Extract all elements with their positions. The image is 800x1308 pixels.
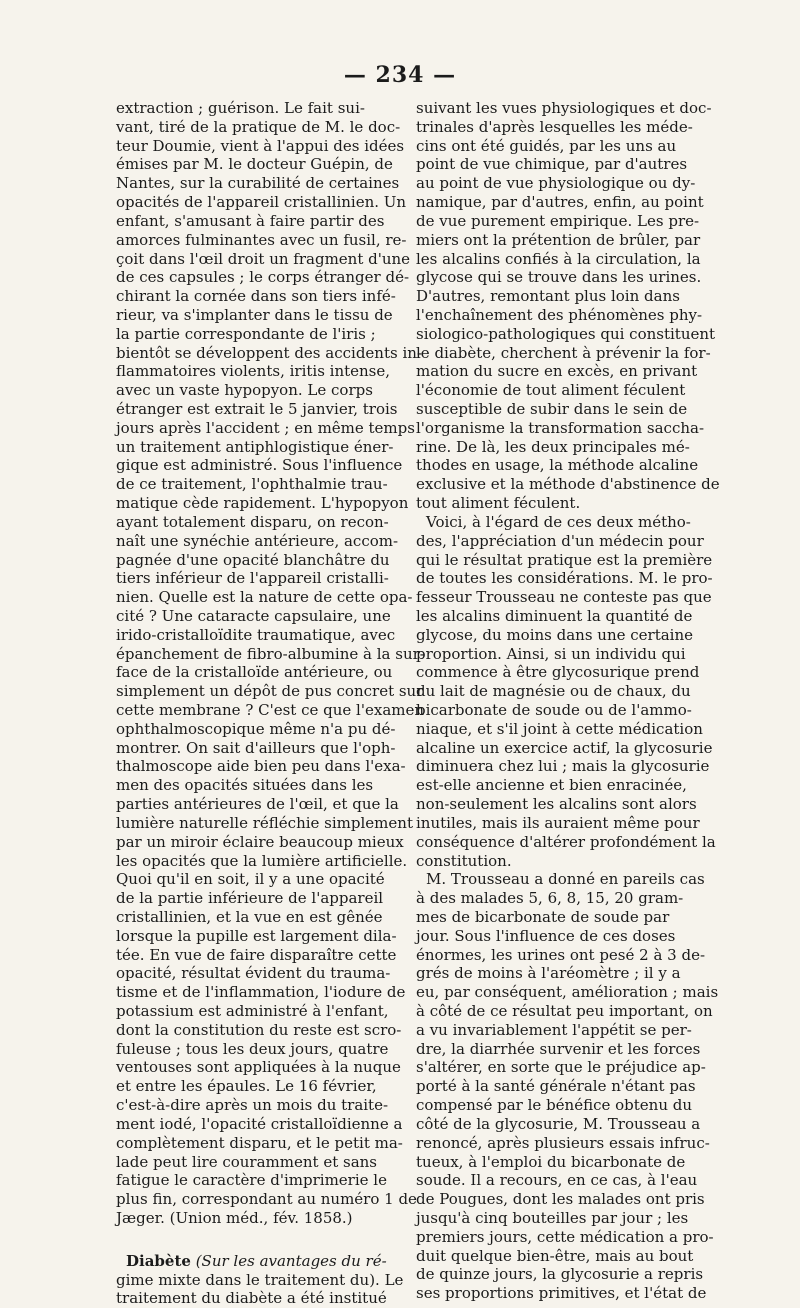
text-line: trinales d'après lesquelles les méde-: [416, 117, 693, 136]
text-line: suivant les vues physiologiques et doc-: [416, 99, 712, 117]
text-line: conséquence d'altérer profondément la: [416, 832, 716, 851]
text-line: inutiles, mais ils auraient même pour: [416, 813, 700, 832]
text-line: de toutes les considérations. M. le pro-: [416, 569, 713, 588]
text-line: de la partie inférieure de l'appareil: [116, 889, 384, 908]
text-line: les alcalins diminuent la quantité de: [416, 606, 693, 625]
text-line: tout aliment féculent.: [416, 494, 581, 513]
text-line: du lait de magnésie ou de chaux, du: [416, 682, 691, 701]
text-line: çoit dans l'œil droit un fragment d'une: [116, 249, 411, 268]
text-line: Quoi qu'il en soit, il y a une opacité: [116, 870, 385, 889]
text-line: lade peut lire couramment et sans: [116, 1152, 377, 1171]
text-line: D'autres, remontant plus loin dans: [416, 287, 680, 306]
text-line: côté de la glycosurie, M. Trousseau a: [416, 1114, 701, 1133]
text-line: niaque, et s'il joint à cette médication: [416, 719, 703, 738]
text-line: un traitement antiphlogistique éner-: [116, 437, 394, 456]
text-line: s'altérer, en sorte que le préjudice ap-: [416, 1058, 706, 1077]
text-line: proportion. Ainsi, si un individu qui: [416, 644, 686, 663]
text-line: l'enchaînement des phénomènes phy-: [416, 305, 703, 324]
text-line: mes de bicarbonate de soude par: [416, 907, 670, 926]
text-line: chirant la cornée dans son tiers infé-: [116, 287, 396, 306]
text-line: cette membrane ? C'est ce que l'examen: [116, 701, 425, 719]
text-line: opacités de l'appareil cristallinien. Un: [116, 193, 407, 212]
text-line: a vu invariablement l'appétit se per-: [416, 1020, 692, 1039]
text-line: les alcalins confiés à la circulation, la: [416, 249, 701, 268]
text-line: tueux, à l'emploi du bicarbonate de: [416, 1152, 686, 1171]
text-line: alcaline un exercice actif, la glycosurie: [416, 738, 713, 757]
text-line: étranger est extrait le 5 janvier, trois: [116, 400, 398, 418]
text-line: tée. En vue de faire disparaître cette: [116, 945, 397, 964]
text-line: premiers jours, cette médication a pro-: [416, 1227, 714, 1246]
text-line: duit quelque bien-être, mais au bout: [416, 1246, 694, 1265]
text-line: gique est administré. Sous l'influence: [116, 456, 403, 475]
text-line: et entre les épaules. Le 16 février,: [116, 1077, 377, 1096]
text-line: glycose, du moins dans une certaine: [416, 625, 694, 644]
text-line: M. Trousseau a donné en pareils cas: [426, 870, 705, 889]
text-line: c'est-à-dire après un mois du traite-: [116, 1096, 389, 1115]
text-line: rieur, va s'implanter dans le tissu de: [116, 305, 393, 324]
text-line: montrer. On sait d'ailleurs que l'oph-: [116, 738, 396, 757]
text-line: extraction ; guérison. Le fait sui-: [116, 99, 365, 117]
text-line: tiers inférieur de l'appareil cristalli-: [116, 569, 389, 588]
section-spacer: [116, 1228, 388, 1252]
text-line: complètement disparu, et le petit ma-: [116, 1133, 403, 1152]
text-line: le diabète, cherchent à prévenir la for-: [416, 343, 711, 362]
text-line: par un miroir éclaire beaucoup mieux: [116, 832, 404, 851]
text-line: miers ont la prétention de brûler, par: [416, 230, 701, 249]
text-line: amorces fulminantes avec un fusil, re-: [116, 230, 407, 249]
text-line: des, l'appréciation d'un médecin pour: [416, 531, 704, 550]
text-line: l'organisme la transformation saccha-: [416, 418, 705, 437]
text-line: lumière naturelle réfléchie simplement: [116, 813, 413, 832]
text-line: grés de moins à l'aréomètre ; il y a: [416, 964, 681, 983]
text-line: de ce traitement, l'ophthalmie trau-: [116, 475, 388, 494]
text-line: constitution.: [416, 851, 512, 870]
text-line: jusqu'à cinq bouteilles par jour ; les: [416, 1208, 689, 1227]
text-line: ayant totalement disparu, on recon-: [116, 512, 389, 531]
text-line: Jæger. (Union méd., fév. 1858.): [116, 1208, 353, 1227]
section-heading: Diabète: [126, 1251, 191, 1270]
text-line: matique cède rapidement. L'hypopyon: [116, 494, 409, 513]
text-line: cristallinien, et la vue en est gênée: [116, 907, 383, 926]
text-line: Voici, à l'égard de ces deux métho-: [426, 512, 691, 531]
text-line: nien. Quelle est la nature de cette opa-: [116, 588, 413, 607]
text-line: épanchement de fibro-albumine à la sur-: [116, 644, 425, 663]
text-line: énormes, les urines ont pesé 2 à 3 de-: [416, 945, 706, 964]
page-number: — 234 —: [343, 62, 457, 88]
text-line: flammatoires violents, iritis intense,: [116, 362, 391, 381]
text-line: glycose qui se trouve dans les urines.: [416, 268, 702, 287]
left-column: [116, 99, 425, 1308]
text-line: fatigue le caractère d'imprimerie le: [116, 1171, 387, 1190]
text-line: tisme et de l'inflammation, l'iodure de: [116, 983, 406, 1002]
text-line: est-elle ancienne et bien enracinée,: [416, 776, 687, 795]
text-line: dre, la diarrhée survenir et les forces: [416, 1039, 701, 1058]
text-line: enfant, s'amusant à faire partir des: [116, 211, 385, 230]
text-line: bientôt se développent des accidents in-: [116, 343, 422, 362]
text-line: namique, par d'autres, enfin, au point: [416, 193, 704, 212]
text-line: vant, tiré de la pratique de M. le doc-: [116, 117, 401, 136]
text-line: ment iodé, l'opacité cristalloïdienne a: [116, 1114, 403, 1133]
text-line: cins ont été guidés, par les uns au: [416, 136, 677, 155]
text-line: de ces capsules ; le corps étranger dé-: [116, 268, 410, 287]
text-line: renoncé, après plusieurs essais infruc-: [416, 1133, 710, 1152]
text-line: ophthalmoscopique même n'a pu dé-: [116, 719, 396, 738]
text-line: diminuera chez lui ; mais la glycosurie: [416, 757, 710, 776]
text-line: Nantes, sur la curabilité de certaines: [116, 174, 400, 193]
text-line: fesseur Trousseau ne conteste pas que: [416, 588, 712, 607]
text-line: exclusive et la méthode d'abstinence de: [416, 475, 720, 494]
text-line: point de vue chimique, par d'autres: [416, 155, 688, 174]
text-line: fuleuse ; tous les deux jours, quatre: [116, 1039, 389, 1058]
text-line: qui le résultat pratique est la première: [416, 550, 713, 569]
text-line: commence à être glycosurique prend: [416, 663, 700, 682]
text-line: naît une synéchie antérieure, accom-: [116, 531, 399, 550]
text-line: au point de vue physiologique ou dy-: [416, 174, 696, 193]
text-line: simplement un dépôt de pus concret sur: [116, 682, 424, 701]
text-line: de Pougues, dont les malades ont pris: [416, 1190, 705, 1209]
text-line: eu, par conséquent, amélioration ; mais: [416, 983, 719, 1002]
text-line: ventouses sont appliquées à la nuque: [116, 1058, 401, 1077]
text-line: non-seulement les alcalins sont alors: [416, 795, 697, 814]
text-line: traitement du diabète a été institué: [116, 1289, 387, 1308]
text-line: susceptible de subir dans le sein de: [416, 400, 688, 418]
text-line: potassium est administré à l'enfant,: [116, 1002, 389, 1020]
text-line: jour. Sous l'influence de ces doses: [416, 926, 676, 945]
text-line: ses proportions primitives, et l'état de: [416, 1284, 707, 1303]
text-line: avec un vaste hypopyon. Le corps: [116, 381, 373, 400]
text-line: de vue purement empirique. Les pre-: [416, 211, 700, 230]
text-line: pagnée d'une opacité blanchâtre du: [116, 550, 390, 569]
text-line: à des malades 5, 6, 8, 15, 20 gram-: [416, 889, 684, 908]
text-line: siologico-pathologiques qui constituent: [416, 324, 716, 343]
text-line: les opacités que la lumière artificielle.: [116, 851, 408, 870]
text-line: porté à la santé générale n'étant pas: [416, 1077, 696, 1096]
text-line: face de la cristalloïde antérieure, ou: [116, 663, 393, 682]
section-subtitle: (Sur les avantages du ré-: [190, 1251, 387, 1270]
text-line: de quinze jours, la glycosurie a repris: [416, 1265, 704, 1284]
text-line: plus fin, correspondant au numéro 1 de: [116, 1190, 417, 1209]
section-heading-line: [116, 1252, 388, 1271]
text-line: soude. Il a recours, en ce cas, à l'eau: [416, 1171, 698, 1190]
text-line: émises par M. le docteur Guépin, de: [116, 155, 393, 174]
text-line: bicarbonate de soude ou de l'ammo-: [416, 701, 692, 719]
text-line: l'économie de tout aliment féculent: [416, 381, 686, 400]
text-line: teur Doumie, vient à l'appui des idées: [116, 136, 405, 155]
text-line: parties antérieures de l'œil, et que la: [116, 795, 399, 814]
text-line: cité ? Une cataracte capsulaire, une: [116, 606, 391, 625]
text-line: men des opacités situées dans les: [116, 776, 374, 795]
text-line: opacité, résultat évident du trauma-: [116, 964, 391, 983]
text-line: jours après l'accident ; en même temps: [116, 418, 415, 437]
text-line: lorsque la pupille est largement dila-: [116, 926, 397, 945]
right-column: [416, 99, 720, 1303]
text-line: thodes en usage, la méthode alcaline: [416, 456, 699, 475]
text-line: thalmoscope aide bien peu dans l'exa-: [116, 757, 406, 776]
text-line: mation du sucre en excès, en privant: [416, 362, 698, 381]
text-line: la partie correspondante de l'iris ;: [116, 324, 376, 343]
text-line: dont la constitution du reste est scro-: [116, 1020, 402, 1039]
text-line: à côté de ce résultat peu important, on: [416, 1002, 713, 1020]
text-line: rine. De là, les deux principales mé-: [416, 437, 690, 456]
text-line: compensé par le bénéfice obtenu du: [416, 1096, 693, 1115]
text-line: irido-cristalloïdite traumatique, avec: [116, 625, 396, 644]
text-line: gime mixte dans le traitement du). Le: [116, 1270, 404, 1289]
